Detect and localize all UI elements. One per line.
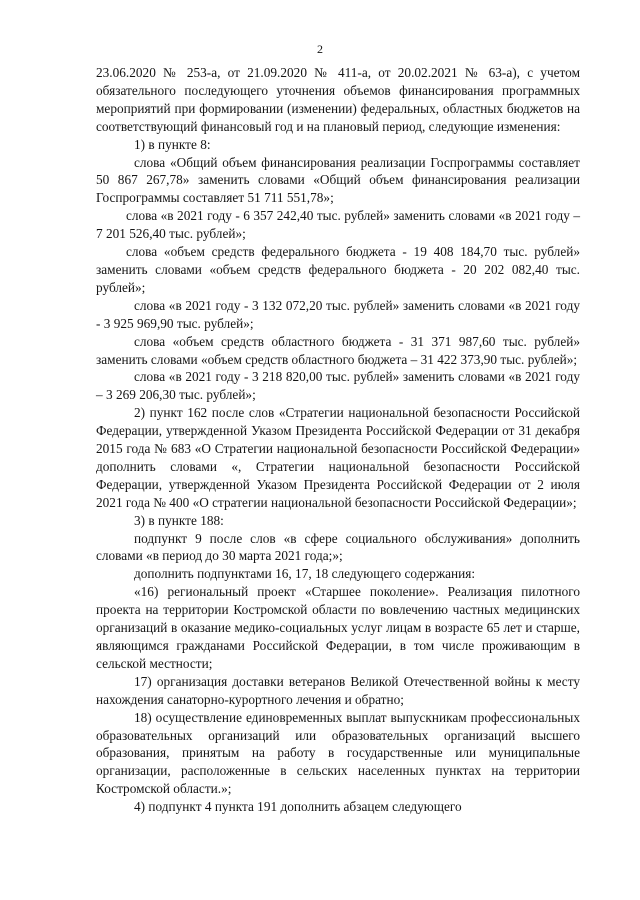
paragraph-add-subitems: дополнить подпунктами 16, 17, 18 следующего содержания: bbox=[134, 566, 476, 582]
paragraph-total-2021: слова «в 2021 году - 6 357 242,40 тыс. рублей» заменить словами «в 2021 году – 7 201 526,40 тыс. рублей»; bbox=[96, 208, 580, 242]
paragraph-regional-2021: слова «в 2021 году - 3 218 820,00 тыс. рублей» заменить словами «в 2021 году – 3 269 206,30 тыс. рублей»; bbox=[96, 369, 580, 403]
paragraph-regional-budget: слова «объем средств областного бюджета - 31 371 987,60 тыс. рублей» заменить словами «объем средств областного бюджета – 31 422 373,90 тыс. рублей»; bbox=[96, 333, 580, 367]
paragraph-subitem-18: 18) осуществление единовременных выплат выпускникам профессиональных образовательных организаций или образовательных организаций высшего образования, принятым на работу в государственные или муниципальные организации, расположенные в сельских населенных пунктах на территории Костромской области.»; bbox=[96, 709, 580, 797]
paragraph-subitem-9: подпункт 9 после слов «в сфере социального обслуживания» дополнить словами «в период до 30 марта 2021 года;»; bbox=[96, 530, 580, 564]
page-number: 2 bbox=[317, 42, 323, 56]
paragraph-item-3-heading: 3) в пункте 188: bbox=[134, 512, 224, 528]
document-body bbox=[96, 64, 580, 816]
paragraph-item-1-heading: 1) в пункте 8: bbox=[134, 136, 211, 152]
paragraph-subitem-16: «16) региональный проект «Старшее поколение». Реализация пилотного проекта на территории Костромской области по вовлечению частных медицинских организаций в оказание медико-социальных услуг лицам в возрасте 65 лет и старше, являющимся гражданами Российской Федерации, в том числе проживающим в сельской местности; bbox=[96, 584, 580, 671]
paragraph-federal-budget: слова «объем средств федерального бюджета - 19 408 184,70 тыс. рублей» заменить словами «объем средств федерального бюджета - 20 202 082,40 тыс. рублей»; bbox=[96, 244, 580, 295]
paragraph-total-funding: слова «Общий объем финансирования реализации Госпрограммы составляет 50 867 267,78» заменить словами «Общий объем финансирования реализации Госпрограммы составляет 51 711 551,78»; bbox=[96, 154, 580, 206]
paragraph-item-4: 4) подпункт 4 пункта 191 дополнить абзацем следующего bbox=[134, 799, 462, 815]
paragraph-federal-2021: слова «в 2021 году - 3 132 072,20 тыс. рублей» заменить словами «в 2021 году - 3 925 969,90 тыс. рублей»; bbox=[96, 297, 580, 331]
paragraph-item-2: 2) пункт 162 после слов «Стратегии национальной безопасности Российской Федерации, утвержденной Указом Президента Российской Федерации от 31 декабря 2015 года № 683 «О Стратегии национальной безопасности Российской Федерации» дополнить словами «, Стратегии национальной безопасности Российской Федерации, утвержденной Указом Президента Российской Федерации от 2 июля 2021 года № 400 «О стратегии национальной безопасности Российской Федерации»; bbox=[96, 405, 580, 510]
paragraph-intro-continuation: 23.06.2020 № 253-а, от 21.09.2020 № 411-а, от 20.02.2021 № 63-а), с учетом обязательного последующего уточнения объемов финансирования программных мероприятий при формировании (изменении) федеральных, областных бюджетов на соответствующий финансовый год и на плановый период, следующие изменения: bbox=[96, 65, 580, 134]
paragraph-subitem-17: 17) организация доставки ветеранов Великой Отечественной войны к месту нахождения санаторно-курортного лечения и обратно; bbox=[96, 673, 580, 707]
